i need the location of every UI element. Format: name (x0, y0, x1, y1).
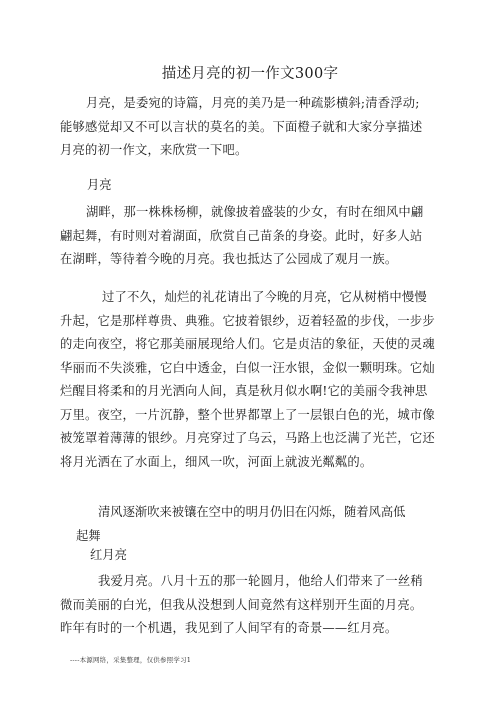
paragraph-lakeside: 湖畔，那一株株杨柳，就像披着盛装的少女，有时在细风中翩翩起舞，有时则对着湖面，欣赏自己苗条的身姿。此时，好多人站在湖畔，等待着今晚的月亮。我也抵达了公园成了观月一族。 (60, 205, 424, 266)
paragraph-breeze: 清风逐渐吹来被镶在空中的明月仍旧在闪烁，随着风高低起舞 (76, 505, 406, 543)
section-heading-red-moon: 红月亮 (90, 548, 127, 562)
page-footer: ----本源网络，采集整理，仅供参照学习1 (70, 656, 192, 664)
document-title: 描述月亮的初一作文300字 (161, 66, 339, 82)
intro-paragraph: 月亮，是委宛的诗篇，月亮的美乃是一种疏影横斜;清香浮动;能够感觉却又不可以言状的莫名的美。下面橙子就和大家分享描述月亮的初一作文，来欣赏一下吧。 (60, 96, 423, 157)
section-heading-moon: 月亮 (87, 178, 112, 192)
paragraph-red-moon: 我爱月亮。八月十五的那一轮圆月，他给人们带来了一丝稍微而美丽的白光，但我从没想到人间竟然有这样别开生面的月亮。昨年有时的一个机遇，我见到了人间罕有的奇景——红月亮。 (60, 574, 423, 635)
paragraph-moonrise: 过了不久，灿烂的礼花请出了今晚的月亮，它从树梢中慢慢升起，它是那样尊贵、典雅。它披着银纱，迈着轻盈的步伐，一步步的走向夜空，将它那美丽展现给人们。它是贞洁的象征，天使的灵魂华丽而不失淡雅，它白中透金，白似一汪水银，金似一颗明珠。它灿烂醒目将柔和的月光洒向人间，真是秋月似水啊!它的美丽令我神思万里。夜空，一片沉静，整个世界都罩上了一层银白色的光，城市像被笼罩着薄薄的银纱。月亮穿过了乌云，马路上也泛满了光芒，它还将月光洒在了水面上，细风一吹，河面上就波光粼粼的。 (60, 290, 435, 469)
